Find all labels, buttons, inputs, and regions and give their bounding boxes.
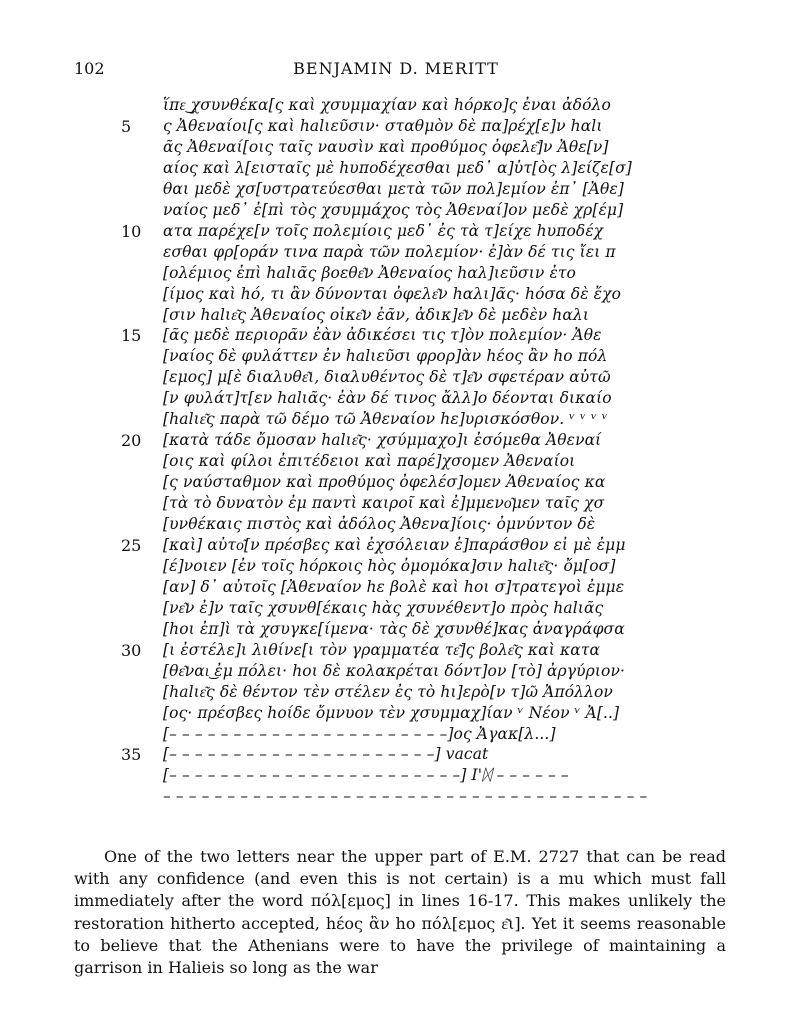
line-text: [ς ναύσταθμον καὶ προθύμος ὀφελέσ]ομεν Ἀθεναίος κα — [163, 473, 606, 492]
line-text: [halιε͂ς δὲ θέντον τὲν στέλεν ἐς τὸ hι]ερὸ[ν τ]ῶ Ἀπόλλον — [163, 682, 613, 701]
line-text: [θε͂ναι͜ ἐμ πόλει· hοι δὲ κολακρέται δόντ]ον [τὸ] ἀργύριον· — [163, 661, 625, 680]
line-text: [εμος] μ[ὲ διαλυθε͂ι, διαλυθέντος δὲ τ]ε͂ν σφετέραν αὐτῶ — [163, 368, 611, 387]
line-text: [ολέμιος ἐπὶ halιᾶς βοεθε͂ν Ἀθεναίος hαλ]ιεῦσιν ἐτο — [163, 263, 576, 282]
line-text: [υνθέκαις πιστὸς καὶ ἀδόλος Ἀθενα]ίοις· ὀμνύντον δὲ — [163, 515, 596, 533]
line-text: [– – – – – – – – – – – – – – – – – – – – –] vacat — [163, 745, 489, 764]
line-text: ναίος μεδ᾽ ἐ[πὶ τὸς χσυμμάχος τὸς Ἀθεναί]ον μεδὲ χρ[έμ] — [163, 200, 624, 219]
line-text: [οις καὶ φίλοι ἐπιτέδειοι καὶ παρέ]χσομεν Ἀθεναίοι — [163, 452, 576, 471]
line-text: εσθαι φρ[οράν τινα παρὰ τῶν πολεμίον· ἐ]ὰν δέ τις ἴει π — [163, 242, 616, 261]
line-text: – – – – – – – – – – – – – – – – – – – – – – – – – – – – – – – – – – – – – – — [163, 787, 648, 806]
line-text: αίος καὶ λ[εισταῖς μὲ hυποδέχεσθαι μεδ᾽ α]ὐτ[ὸς λ]είζε[σ] — [163, 158, 632, 177]
line-text: [– – – – – – – – – – – – – – – – – – – – – – –] Ι'ᛞ – – – – – – — [163, 766, 569, 785]
line-text: [ίμος καὶ hό, τι ἂν δύνονται ὀφελε͂ν hαλι]ᾶς· hόσα δὲ ἔχο — [163, 284, 622, 303]
line-text: [νε͂ν ἐ]ν ταῖς χσυνθ[έκαις hὰς χσυνέθεντ]ο πρὸς halιᾶς — [163, 598, 604, 617]
line-text: ατα παρέχε[ν τοῖς πολεμίοις μεδ᾽ ἐς τὰ τ]είχε hυποδέχ — [163, 221, 604, 240]
line-text: [κατὰ τάδε ὄμοσαν halιε͂ς· χσύμμαχο]ι ἐσόμεθα Ἀθεναί — [163, 431, 602, 450]
line-number: 25 — [121, 535, 142, 555]
line-text: [αν] δ᾽ αὐτοῖς [Ἀθεναίον hε βολὲ καὶ hοι σ]τρατεγοὶ ἐμμε — [163, 577, 625, 596]
line-text: [σιν halιε͂ς Ἀθεναίος οἰκε͂ν ἐᾶν, ἀδικ]ε͂ν δὲ μεδὲν hαλι — [163, 305, 590, 324]
line-text: ᾶς Ἀθεναί[οις ταῖς ναυσὶν καὶ προθύμος ὀφελε͂]ν Ἀθε[ν] — [163, 137, 609, 156]
line-text: [ι ἐστέλε]ι λιθίνε[ι τὸν γραμματέα τε͂]ς βολε͂ς καὶ κατα — [163, 640, 601, 659]
line-number: 35 — [121, 745, 142, 765]
line-text: θαι μεδὲ χσ[υστρατεύεσθαι μετὰ τῶν πολ]εμίον ἐπ᾽ [Ἀθε] — [163, 179, 624, 198]
line-text: [– – – – – – – – – – – – – – – – – – – – – –]ος Ἀγακ[λ...] — [163, 724, 556, 743]
inscription-line — [0, 783, 792, 810]
line-number: 30 — [121, 640, 142, 660]
line-text: ἵπε͜ χσυνθέκα[ς καὶ χσυμμαχίαν καὶ hόρκο]ς ἐναι ἀδόλο — [163, 96, 611, 114]
line-number: 15 — [121, 326, 142, 346]
line-text: [ᾶς μεδὲ περιορᾶν ἐὰν ἀδικέσει τις τ]ὸν πολεμίον· Ἀθε — [163, 326, 602, 345]
line-text: [ν φυλάτ]τ[εν halιᾶς· ἐὰν δέ τινος ἄλλ]ο δέονται δικαίο — [163, 389, 612, 408]
line-text: [έ]νοιεν [ἐν τοῖς hόρκοις hὸς ὀμομόκα]σιν halιε͂ς· ὄμ[οσ] — [163, 556, 616, 575]
running-title: BENJAMIN D. MERITT — [293, 59, 499, 78]
line-text: [ος· πρέσβες hοίδε ὄμνυον τὲν χσυμμαχ]ίαν ᵛ Νέον ᵛ Ἀ[..] — [163, 703, 620, 722]
line-text: [halιε͂ς παρὰ τῶ δέμο τῶ Ἀθεναίον hε]υρισκόσθον. ᵛ ᵛ ᵛ ᵛ — [163, 410, 608, 429]
commentary — [74, 846, 726, 979]
line-text: [τὰ τὸ δυνατὸν ἐμ παντὶ καιροῖ καὶ ἐ]μμενο͂μεν ταῖς χσ — [163, 494, 605, 513]
line-text: [ναίος δὲ φυλάττεν ἐν halιεῦσι φρορ]ὰν hέος ἂν hο πόλ — [163, 347, 608, 366]
line-text: ς Ἀθεναίοι[ς καὶ halιεῦσιν· σταθμὸν δὲ πα]ρέχ[ε]ν hαlι — [163, 116, 603, 135]
line-number: 20 — [121, 431, 142, 451]
page-number: 102 — [74, 59, 105, 78]
line-text: [hοι ἐπ]ὶ τὰ χσυγκε[ίμενα· τὰς δὲ χσυνθέ]κας ἀναγράφσα — [163, 619, 625, 638]
commentary-paragraph: One of the two letters near the upper part of E.M. 2727 that can be read with any confidence (and even this is not certain) is a mu which must fall immediately after the word πόλ[εμος] in lines 16-17. This makes unlikely the restoration hitherto accepted, hέος ἂν hο πόλ[εμος ε͂ι]. Yet it seems reasonable to believe that the Athenians were to have the privilege of maintaining a garrison in Halieis so long as the war — [74, 847, 726, 978]
line-text: [καὶ] αὐτο͂[ν πρέσβες καὶ ἐχσόλειαν ἐ]παράσθον εἰ μὲ ἐμμ — [163, 535, 626, 554]
line-number: 5 — [121, 116, 132, 136]
line-number: 10 — [121, 221, 142, 241]
